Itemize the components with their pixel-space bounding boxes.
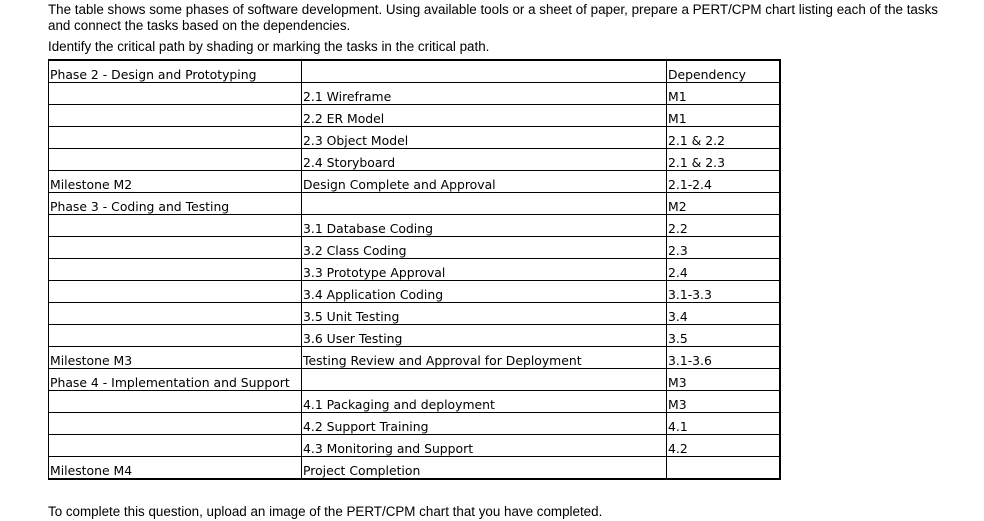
task-cell: 3.5 Unit Testing bbox=[302, 303, 667, 325]
task-cell: 3.4 Application Coding bbox=[302, 281, 667, 303]
table-row bbox=[49, 83, 781, 105]
table-row bbox=[49, 391, 781, 413]
dependency-cell: M1 bbox=[667, 105, 781, 127]
task-table-body bbox=[49, 60, 781, 479]
dependency-cell: M1 bbox=[667, 83, 781, 105]
table-row bbox=[49, 413, 781, 435]
phase-cell bbox=[49, 237, 302, 259]
table-row bbox=[49, 369, 781, 391]
task-cell: 3.6 User Testing bbox=[302, 325, 667, 347]
phase-cell: Milestone M4 bbox=[49, 457, 302, 480]
task-cell: Project Completion bbox=[302, 457, 667, 480]
phase-cell: Phase 2 - Design and Prototyping bbox=[49, 60, 302, 83]
table-row bbox=[49, 60, 781, 83]
task-cell: 2.1 Wireframe bbox=[302, 83, 667, 105]
phase-cell: Phase 3 - Coding and Testing bbox=[49, 193, 302, 215]
phase-cell bbox=[49, 391, 302, 413]
task-cell: Testing Review and Approval for Deployment bbox=[302, 347, 667, 369]
table-row bbox=[49, 171, 781, 193]
phase-cell bbox=[49, 413, 302, 435]
intro-paragraph: The table shows some phases of software development. Using available tools or a sheet of paper, prepare a PERT/CPM chart listing each of the tasks and connect the tasks based on the dependencies. bbox=[48, 2, 938, 33]
phase-cell bbox=[49, 303, 302, 325]
phase-cell bbox=[49, 105, 302, 127]
phase-cell bbox=[49, 127, 302, 149]
task-dependency-table bbox=[48, 59, 781, 480]
task-cell: 4.1 Packaging and deployment bbox=[302, 391, 667, 413]
dependency-cell: 2.1 & 2.3 bbox=[667, 149, 781, 171]
task-cell: Design Complete and Approval bbox=[302, 171, 667, 193]
phase-cell bbox=[49, 325, 302, 347]
table-row bbox=[49, 325, 781, 347]
dependency-cell: 3.4 bbox=[667, 303, 781, 325]
dependency-cell: 3.1-3.6 bbox=[667, 347, 781, 369]
dependency-cell: 2.1 & 2.2 bbox=[667, 127, 781, 149]
table-row bbox=[49, 347, 781, 369]
dependency-cell: M3 bbox=[667, 391, 781, 413]
dependency-cell: 3.5 bbox=[667, 325, 781, 347]
task-cell: 3.3 Prototype Approval bbox=[302, 259, 667, 281]
table-row bbox=[49, 193, 781, 215]
task-cell bbox=[302, 193, 667, 215]
dependency-cell bbox=[667, 457, 781, 480]
phase-cell bbox=[49, 281, 302, 303]
table-row bbox=[49, 149, 781, 171]
dependency-cell: 2.2 bbox=[667, 215, 781, 237]
dependency-cell: 2.3 bbox=[667, 237, 781, 259]
task-cell: 3.1 Database Coding bbox=[302, 215, 667, 237]
dependency-cell: M2 bbox=[667, 193, 781, 215]
table-row bbox=[49, 215, 781, 237]
upload-instruction: To complete this question, upload an image of the PERT/CPM chart that you have completed. bbox=[48, 504, 603, 519]
dependency-cell: Dependency bbox=[667, 60, 781, 83]
table-row bbox=[49, 281, 781, 303]
table-row bbox=[49, 457, 781, 480]
phase-cell: Milestone M3 bbox=[49, 347, 302, 369]
phase-cell: Phase 4 - Implementation and Support bbox=[49, 369, 302, 391]
phase-cell bbox=[49, 215, 302, 237]
task-cell: 2.3 Object Model bbox=[302, 127, 667, 149]
dependency-cell: 2.1-2.4 bbox=[667, 171, 781, 193]
phase-cell bbox=[49, 83, 302, 105]
table-row bbox=[49, 303, 781, 325]
task-cell bbox=[302, 60, 667, 83]
task-cell: 4.3 Monitoring and Support bbox=[302, 435, 667, 457]
table-row bbox=[49, 259, 781, 281]
dependency-cell: 4.1 bbox=[667, 413, 781, 435]
task-cell: 3.2 Class Coding bbox=[302, 237, 667, 259]
task-cell: 2.2 ER Model bbox=[302, 105, 667, 127]
task-cell: 2.4 Storyboard bbox=[302, 149, 667, 171]
table-row bbox=[49, 435, 781, 457]
table-row bbox=[49, 127, 781, 149]
dependency-cell: 4.2 bbox=[667, 435, 781, 457]
dependency-cell: 3.1-3.3 bbox=[667, 281, 781, 303]
dependency-cell: M3 bbox=[667, 369, 781, 391]
table-row bbox=[49, 105, 781, 127]
table-row bbox=[49, 237, 781, 259]
instruction-paragraph: Identify the critical path by shading or marking the tasks in the critical path. bbox=[48, 39, 490, 54]
phase-cell bbox=[49, 149, 302, 171]
phase-cell: Milestone M2 bbox=[49, 171, 302, 193]
phase-cell bbox=[49, 435, 302, 457]
task-cell bbox=[302, 369, 667, 391]
phase-cell bbox=[49, 259, 302, 281]
dependency-cell: 2.4 bbox=[667, 259, 781, 281]
task-cell: 4.2 Support Training bbox=[302, 413, 667, 435]
